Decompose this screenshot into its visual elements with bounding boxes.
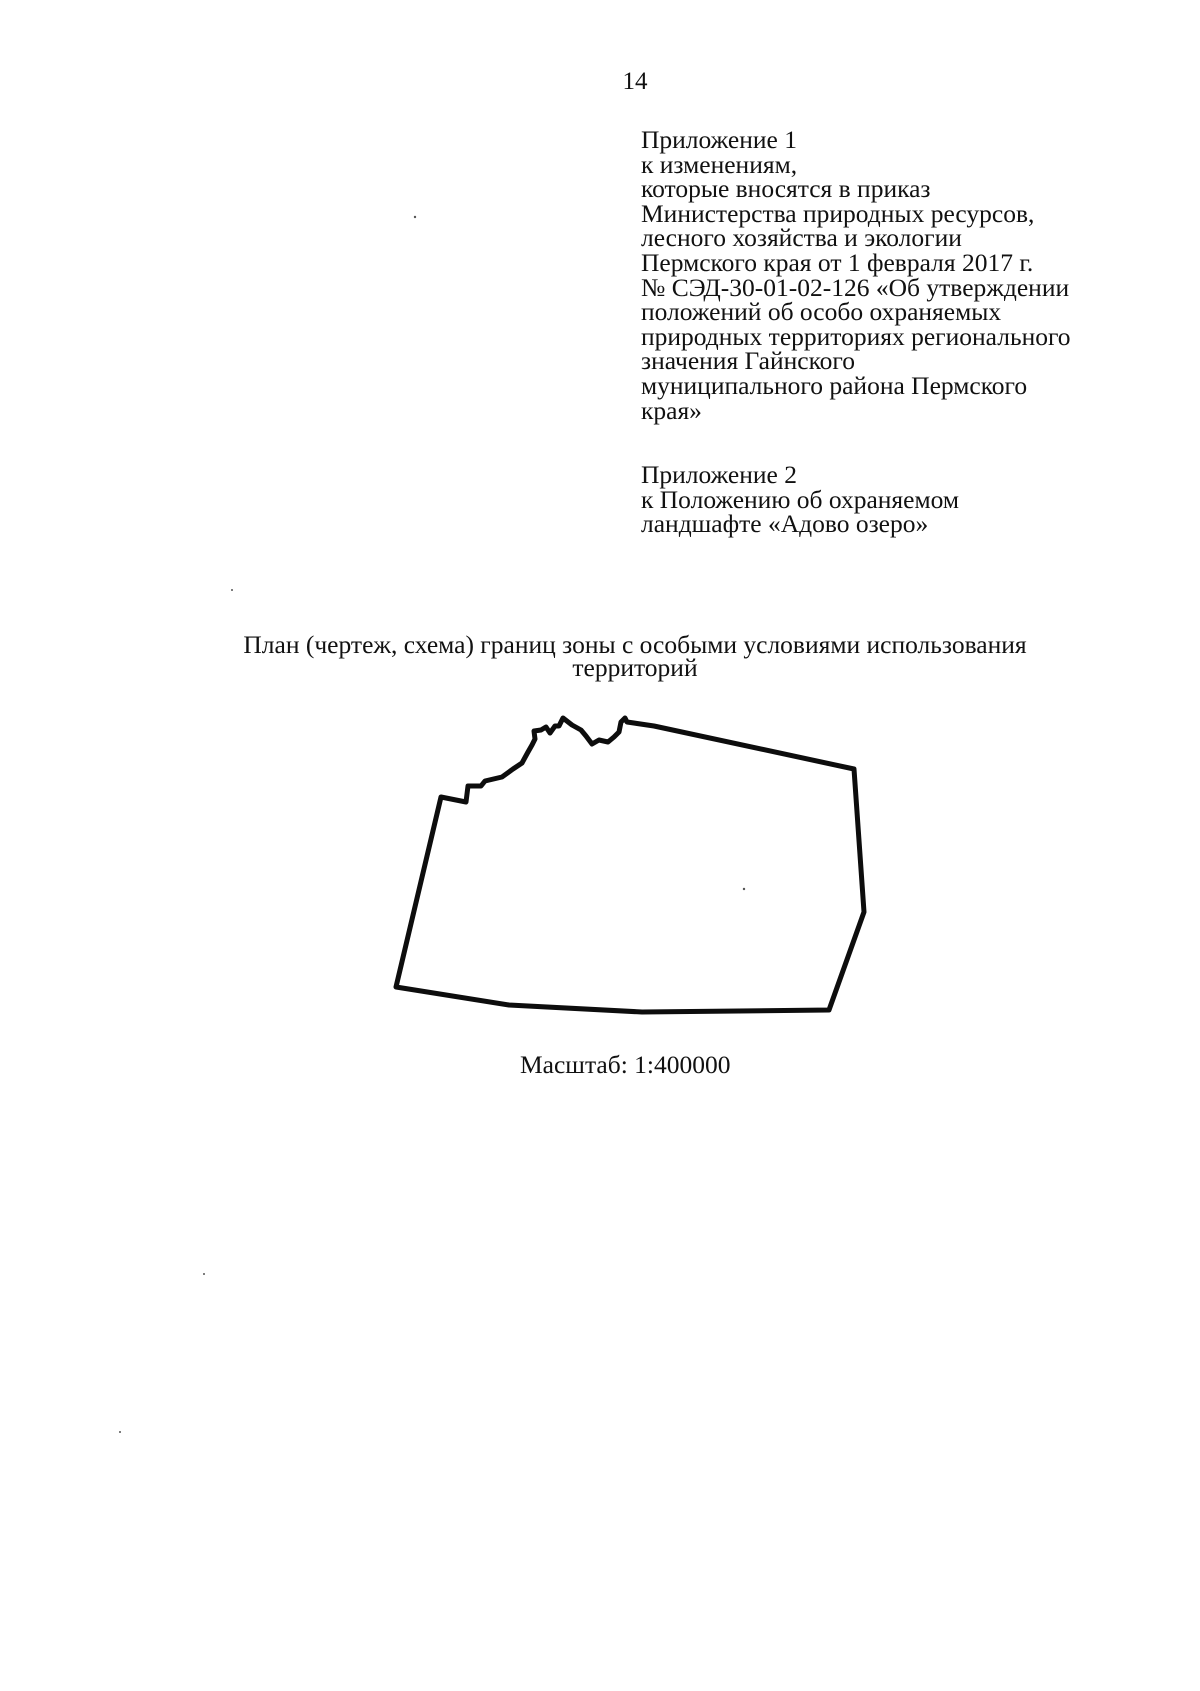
scale-label: Масштаб: 1:400000 <box>520 1050 731 1079</box>
scan-speck <box>119 1431 121 1433</box>
scan-speck <box>743 888 745 890</box>
page-number: 14 <box>622 68 648 95</box>
appendix-1-line: лесного хозяйства и экологии <box>641 223 962 253</box>
appendix-2-line: Приложение 2 <box>641 460 797 489</box>
appendix-1-line: края» <box>641 395 702 425</box>
appendix-1-line: природных территориях регионального <box>641 321 1071 351</box>
appendix-2-line: ландшафте «Адово озеро» <box>641 509 929 539</box>
appendix-1-line: Министерства природных ресурсов, <box>641 198 1035 228</box>
plan-title-line: территорий <box>572 653 698 682</box>
appendix-1-line: муниципального района Пермского <box>641 370 1028 400</box>
appendix-1-line: к изменениям, <box>641 149 798 179</box>
appendix-2-line: к Положению об охраняемом <box>641 484 960 514</box>
appendix-1-line: № СЭД-30-01-02-126 «Об утверждении <box>641 272 1070 302</box>
appendix-1-line: значения Гайнского <box>641 346 856 376</box>
scan-speck <box>231 589 233 591</box>
boundary-outline <box>396 718 864 1012</box>
appendix-1-line: Пермского края от 1 февраля 2017 г. <box>641 247 1034 277</box>
appendix-1-line: положений об особо охраняемых <box>641 297 1002 327</box>
appendix-1-line: которые вносятся в приказ <box>641 174 931 204</box>
appendix-1-line: Приложение 1 <box>641 125 797 154</box>
plan-title-line: План (чертеж, схема) границ зоны с особыми условиями использования <box>243 630 1027 659</box>
scan-speck <box>203 1273 205 1275</box>
scan-speck <box>414 216 416 218</box>
